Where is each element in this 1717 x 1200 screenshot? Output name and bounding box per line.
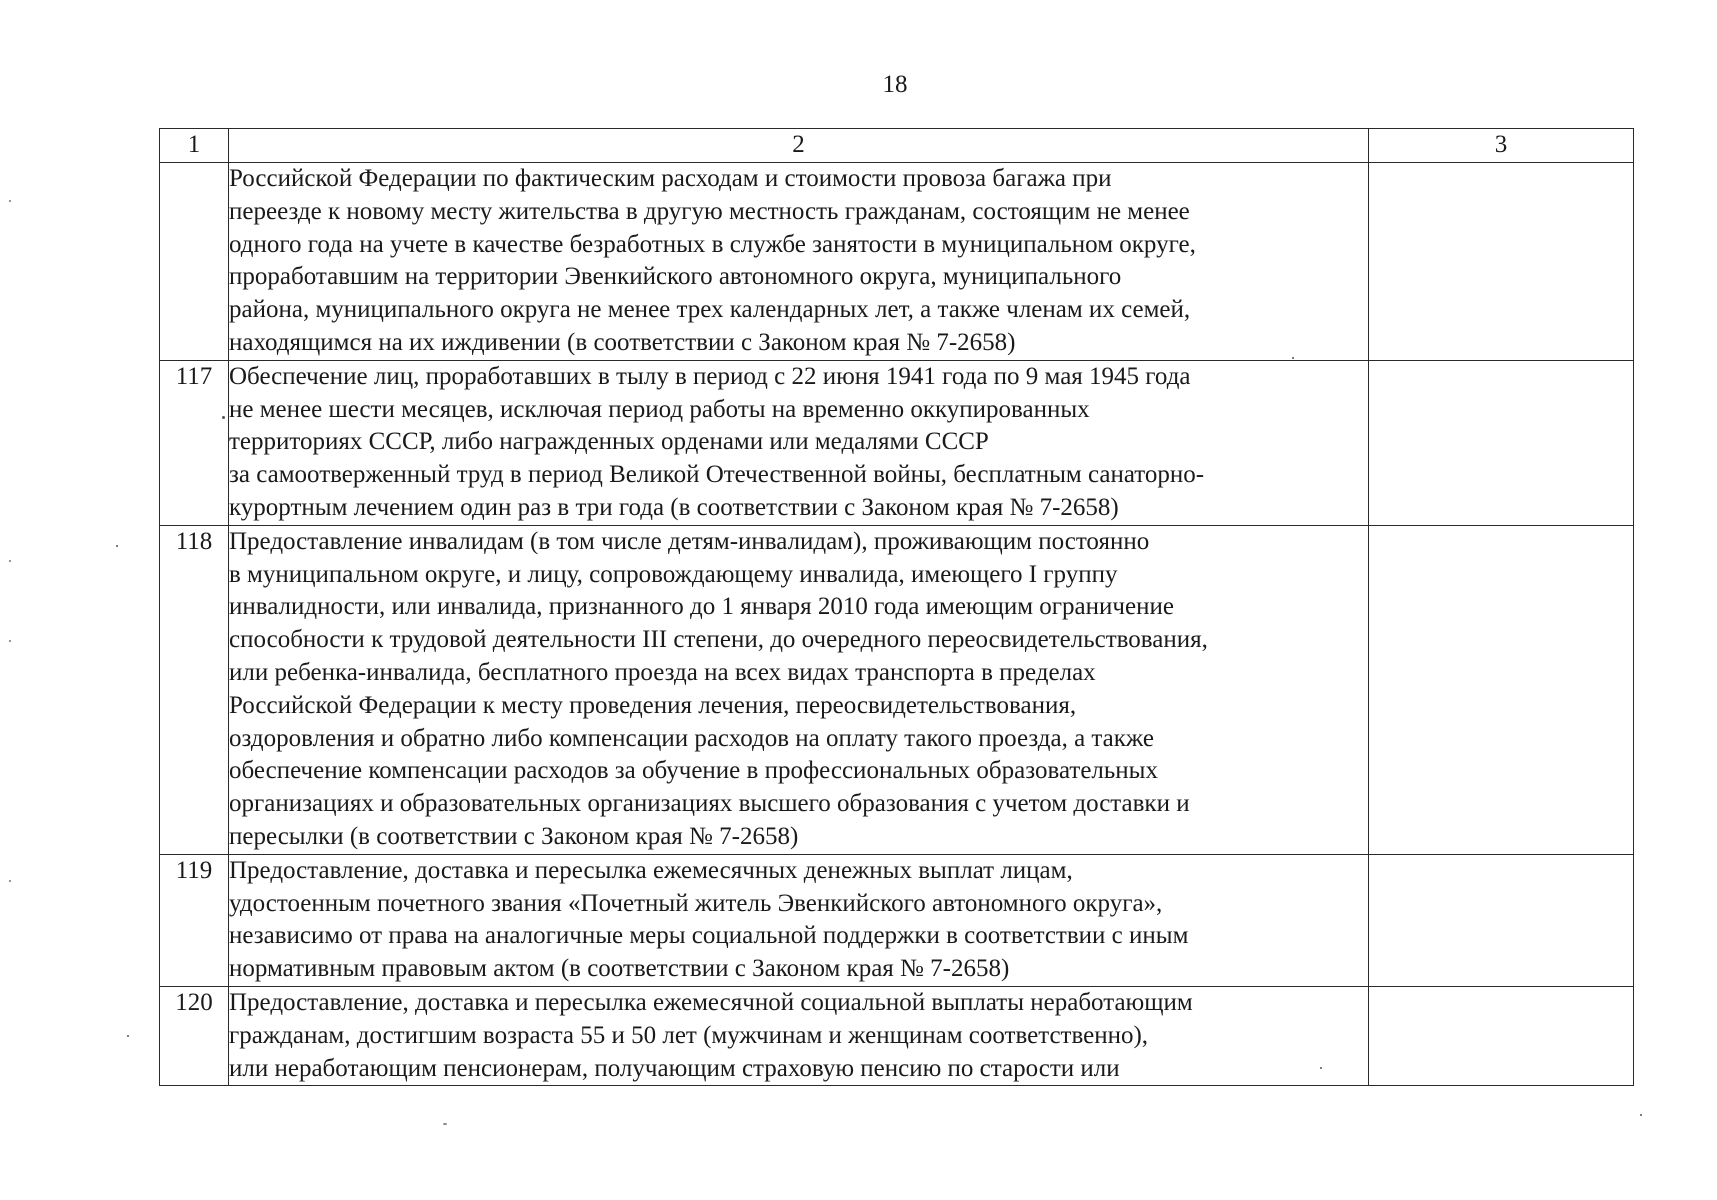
row-number: 118 [160,525,229,854]
row-description: Предоставление, доставка и пересылка ежемесячных денежных выплат лицам, удостоенным почетного звания «Почетный житель Эвенкийского автономного округа», независимо от права на аналогичные меры социальной поддержки в соответствии с иным нормативным правовым актом (в соответствии с Законом края № 7-2658) [229,854,1369,986]
row-number: 117 [160,360,229,525]
scan-speck [1640,1114,1642,1116]
row-column-3 [1369,986,1634,1085]
row-column-3 [1369,854,1634,986]
scan-speck [116,545,118,547]
benefits-table [159,128,1634,1086]
table-row [160,525,1634,854]
page-number: 18 [882,71,908,98]
scan-speck [443,1123,447,1125]
scan-speck [9,200,11,202]
row-description: Предоставление инвалидам (в том числе детям-инвалидам), проживающим постоянно в муниципальном округе, и лицу, сопровождающему инвалида, имеющего I группу инвалидности, или инвалида, признанного до 1 января 2010 года имеющим ограничение способности к трудовой деятельности III степени, до очередного переосвидетельствования, или ребенка-инвалида, бесплатного проезда на всех видах транспорта в пределах Российской Федерации к месту проведения лечения, переосвидетельствования, оздоровления и обратно либо компенсации расходов на оплату такого проезда, а также обеспечение компенсации расходов за обучение в профессиональных образовательных организациях и образовательных организациях высшего образования с учетом доставки и пересылки (в соответствии с Законом края № 7-2658) [229,525,1369,854]
scan-speck [222,416,225,419]
column-header-1: 1 [160,129,229,163]
row-number: 120 [160,986,229,1085]
row-column-3 [1369,525,1634,854]
scan-speck [9,880,11,882]
row-description: Российской Федерации по фактическим расходам и стоимости провоза багажа при переезде к новому месту жительства в другую местность гражданам, состоящим не менее одного года на учете в качестве безработных в службе занятости в муниципальном округе, проработавшим на территории Эвенкийского автономного округа, муниципального района, муниципального округа не менее трех календарных лет, а также членам их семей, находящимся на их иждивении (в соответствии с Законом края № 7-2658) [229,163,1369,361]
table-row [160,360,1634,525]
column-header-3: 3 [1369,129,1634,163]
scan-speck [1320,1067,1322,1069]
table-body [160,129,1634,1086]
row-description: Предоставление, доставка и пересылка ежемесячной социальной выплаты неработающим гражданам, достигшим возраста 55 и 50 лет (мужчинам и женщинам соответственно), или неработающим пенсионерам, получающим страховую пенсию по старости или [229,986,1369,1085]
scan-speck [1292,357,1294,359]
column-header-2: 2 [229,129,1369,163]
row-column-3 [1369,360,1634,525]
scan-speck [127,1035,129,1037]
scan-speck [9,640,11,642]
row-description: Обеспечение лиц, проработавших в тылу в период с 22 июня 1941 года по 9 мая 1945 года не менее шести месяцев, исключая период работы на временно оккупированных территориях СССР, либо награжденных орденами или медалями СССР за самоотверженный труд в период Великой Отечественной войны, бесплатным санаторно- курортным лечением один раз в три года (в соответствии с Законом края № 7-2658) [229,360,1369,525]
row-number [160,163,229,361]
scan-speck [9,560,11,562]
header-row [160,129,1634,163]
row-number: 119 [160,854,229,986]
table-row [160,163,1634,361]
table-row [160,854,1634,986]
row-column-3 [1369,163,1634,361]
table-row [160,986,1634,1085]
